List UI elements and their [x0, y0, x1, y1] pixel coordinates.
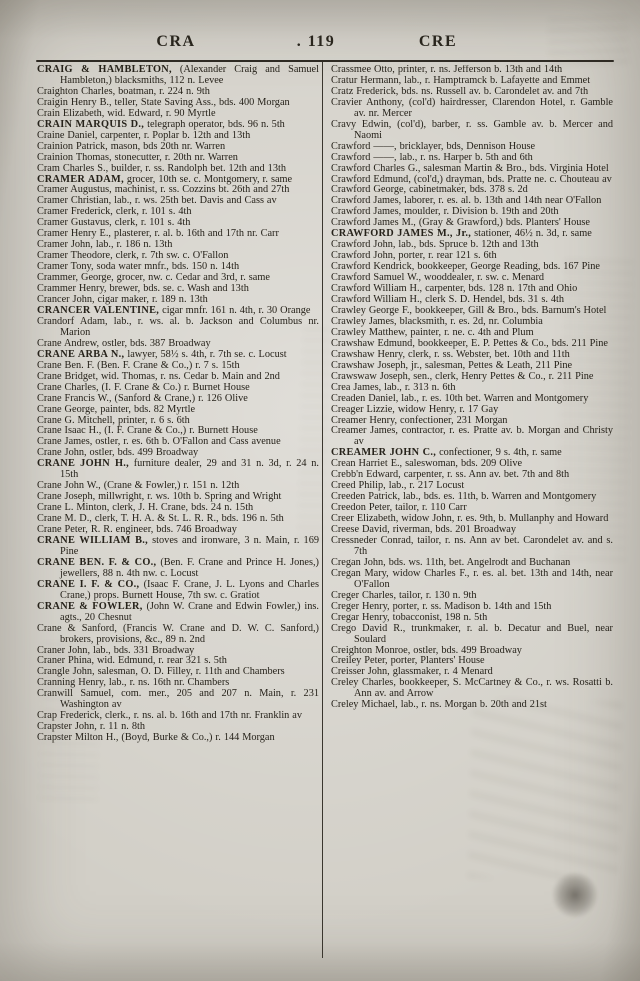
entry-text: Crapster Milton H., (Boyd, Burke & Co.,) r. 144 Morgan — [37, 732, 275, 744]
entry-text: (Isaac F. Crane, J. L. Lyons and Charles Crane,) props. Burnett House, 7th sw. c. Gratiot — [60, 578, 319, 601]
entry-text: Crawford John, porter, r. rear 121 s. 6th — [331, 250, 497, 262]
entry-text: grocer, 10th se. c. Montgomery, r. same — [123, 173, 293, 185]
entry-name-bold: CRANCER VALENTINE, — [37, 304, 160, 316]
entry-text: Crandorf Adam, lab., r. ws. al. b. Jackson and Columbus nr. Marion — [37, 315, 319, 338]
entry-text: Cramer Tony, soda water mnfr., bds. 150 n. 14th — [37, 261, 240, 273]
directory-entry — [37, 459, 319, 481]
entry-text: cigar mnfr. 161 n. 4th, r. 30 Orange — [159, 304, 311, 316]
entry-text: Crawford Samuel W., wooddealer, r. sw. c. Menard — [331, 272, 545, 284]
entry-text: Creager Lizzie, widow Henry, r. 17 Gay — [331, 403, 499, 415]
entry-text: Crane L. Minton, clerk, J. H. Crane, bds. 24 n. 15th — [37, 502, 254, 514]
directory-column-right — [331, 65, 613, 955]
entry-text: Crane Francis W., (Sanford & Crane,) r. 126 Olive — [37, 392, 248, 404]
entry-text: confectioner, 9 s. 4th, r. same — [436, 447, 562, 459]
entry-text: Craigin Henry B., teller, State Saving Ass., bds. 400 Morgan — [37, 96, 290, 108]
directory-entry — [331, 678, 613, 700]
entry-text: Creisser John, glassmaker, r. 4 Menard — [331, 666, 493, 678]
entry-text: Crawford James, moulder, r. Division b. 19th and 20th — [331, 206, 559, 218]
directory-entry — [37, 580, 319, 602]
column-divider — [322, 62, 323, 958]
directory-entry — [331, 120, 613, 142]
entry-name-bold: CRAIN MARQUIS D., — [37, 118, 145, 130]
entry-text: Crean Harriet E., saleswoman, bds. 209 Olive — [331, 458, 523, 470]
entry-name-bold: CRANE ARBA N., — [37, 348, 125, 360]
entry-name-bold: CRANE & FOWLER, — [37, 600, 143, 612]
entry-text: Cregan John, bds. ws. 11th, bet. Angelrodt and Buchanan — [331, 556, 571, 568]
entry-text: Cramer Theodore, clerk, r. 7th sw. c. O'Fallon — [37, 250, 229, 262]
header-section-left: CRA — [156, 33, 196, 50]
entry-text: Craner Phina, wid. Edmund, r. rear 321 s. 5th — [37, 655, 227, 667]
header-section-right: CRE — [418, 33, 458, 50]
entry-text: telegraph operator, bds. 96 n. 5th — [144, 118, 285, 130]
page-header — [0, 33, 640, 55]
entry-text: Crawford James, laborer, r. es. al. b. 13th and 14th near O'Fallon — [331, 195, 602, 207]
entry-text: Cregan Mary, widow Charles F., r. es. al. bet. 13th and 14th, near O'Fallon — [331, 567, 613, 590]
entry-text: Creley Charles, bookkeeper, S. McCartney & Co., r. ws. Rosatti b. Ann av. and Arrow — [331, 677, 613, 700]
entry-text: Cramer Gustavus, clerk, r. 101 s. 4th — [37, 217, 191, 229]
entry-text: Crane James, ostler, r. es. 6th b. O'Fallon and Cass avenue — [37, 436, 281, 448]
entry-text: Crawford ——, lab., r. ns. Harper b. 5th and 6th — [331, 151, 533, 163]
entry-text: stoves and ironware, 3 n. Main, r. 169 Pine — [60, 534, 319, 557]
entry-text: Crawford William H., carpenter, bds. 128 n. 17th and Ohio — [331, 283, 578, 295]
entry-text: Crane M. D., clerk, T. H. A. & St. L. R. R., bds. 196 n. 5th — [37, 513, 284, 525]
entry-text: Creger Henry, porter, r. ss. Madison b. 14th and 15th — [331, 600, 552, 612]
entry-text: (John W. Crane and Edwin Fowler,) ins. agts., 20 Chesnut — [60, 600, 319, 623]
entry-text: Crangle John, salesman, O. D. Filley, r. 11th and Chambers — [37, 666, 285, 678]
entry-text: Cramer Christian, lab., r. ws. 25th bet. Davis and Cass av — [37, 195, 277, 207]
entry-text: Cravier Anthony, (col'd) hairdresser, Clarendon Hotel, r. Gamble av. nr. Mercer — [331, 96, 613, 119]
entry-name-bold: CREAMER JOHN C., — [331, 447, 437, 459]
entry-name-bold: CRANE WILLIAM B., — [37, 534, 149, 546]
entry-text: (Ben. F. Crane and Prince H. Jones,) jewellers, 88 n. 4th nw. c. Locust — [60, 556, 319, 579]
entry-text: Craighton Charles, boatman, r. 224 n. 9th — [37, 85, 210, 97]
entry-text: Crainion Thomas, stonecutter, r. 20th nr. Warren — [37, 151, 238, 163]
entry-text: Crane G. Mitchell, printer, r. 6 s. 6th — [37, 414, 190, 426]
entry-text: Crawswaw Joseph, sen., clerk, Henry Pettes & Co., r. 211 Pine — [331, 370, 594, 382]
entry-text: Creed Philip, lab., r. 217 Locust — [331, 480, 465, 492]
entry-text: Crassmee Otto, printer, r. ns. Jefferson b. 13th and 14th — [331, 65, 563, 75]
directory-entry — [37, 317, 319, 339]
header-rule — [36, 60, 614, 62]
entry-text: Creaden Daniel, lab., r. es. 10th bet. Warren and Montgomery — [331, 392, 589, 404]
entry-text: Crapster John, r. 11 n. 8th — [37, 721, 146, 733]
entry-text: Cranwill Samuel, com. mer., 205 and 207 n. Main, r. 231 Washington av — [37, 688, 319, 711]
directory-entry — [37, 602, 319, 624]
entry-text: Crego David R., trunkmaker, r. al. b. Decatur and Buel, near Soulard — [331, 622, 613, 645]
entry-text: (Alexander Craig and Samuel Hambleton,) blacksmiths, 112 n. Levee — [60, 65, 319, 86]
entry-text: Creighton Monroe, ostler, bds. 499 Broadway — [331, 644, 522, 656]
entry-text: lawyer, 58½ s. 4th, r. 7th se. c. Locust — [124, 348, 287, 360]
entry-text: Crane Ben. F. (Ben. F. Crane & Co.,) r. 7 s. 15th — [37, 359, 240, 371]
entry-text: Creamer Henry, confectioner, 231 Morgan — [331, 414, 508, 426]
entry-text: Creer Elizabeth, widow John, r. es. 9th, b. Mullanphy and Howard — [331, 513, 609, 525]
directory-entry — [37, 558, 319, 580]
directory-entry — [37, 733, 319, 744]
entry-name-bold: CRAWFORD JAMES M., Jr., — [331, 228, 472, 240]
directory-entry — [331, 700, 613, 711]
entry-text: Crawshaw Edmund, bookkeeper, E. P. Pettes & Co., bds. 211 Pine — [331, 337, 608, 349]
entry-text: Crawshaw Henry, clerk, r. ss. Webster, bet. 10th and 11th — [331, 348, 570, 360]
directory-entry — [331, 569, 613, 591]
entry-text: Cramer Frederick, clerk, r. 101 s. 4th — [37, 206, 192, 218]
entry-text: Crebb'n Edward, carpenter, r. ss. Ann av. bet. 7th and 8th — [331, 469, 570, 481]
entry-text: Creley Michael, lab., r. ns. Morgan b. 20th and 21st — [331, 699, 547, 711]
entry-text: Crawford George, cabinetmaker, bds. 378 s. 2d — [331, 184, 528, 196]
entry-text: Crap Frederick, clerk., r. ns. al. b. 16th and 17th nr. Franklin av — [37, 710, 303, 722]
entry-text: Crammer Henry, brewer, bds. se. c. Wash and 13th — [37, 283, 249, 295]
directory-entry — [37, 689, 319, 711]
page-number: . 119 — [296, 33, 336, 50]
entry-text: Creese David, riverman, bds. 201 Broadway — [331, 524, 517, 536]
entry-text: Crawford Kendrick, bookkeeper, George Reading, bds. 167 Pine — [331, 261, 600, 273]
entry-text: Crawley George F., bookkeeper, Gill & Bro., bds. Barnum's Hotel — [331, 304, 607, 316]
entry-text: Crane Joseph, millwright, r. ws. 10th b. Spring and Wright — [37, 491, 282, 503]
entry-text: Cranning Henry, lab., r. ns. 16th nr. Chambers — [37, 677, 230, 689]
directory-entry — [37, 624, 319, 646]
entry-name-bold: CRANE JOHN H., — [37, 458, 130, 470]
entry-text: Crane Isaac H., (I. F. Crane & Co.,) r. Burnett House — [37, 425, 258, 437]
entry-name-bold: CRANE I. F. & CO., — [37, 578, 140, 590]
entry-text: Craner John, lab., bds. 331 Broadway — [37, 644, 195, 656]
entry-text: Cram Charles S., builder, r. ss. Randolph bet. 12th and 13th — [37, 162, 286, 174]
entry-text: Cregar Henry, tobacconist, 198 n. 5th — [331, 611, 488, 623]
entry-name-bold: CRAIG & HAMBLETON, — [37, 65, 172, 75]
entry-text: Crane Bridget, wid. Thomas, r. ns. Cedar b. Main and 2nd — [37, 370, 280, 382]
directory-entry — [331, 624, 613, 646]
directory-entry — [331, 98, 613, 120]
entry-text: Crawshaw Joseph, jr., salesman, Pettes & Leath, 211 Pine — [331, 359, 573, 371]
entry-text: Crawford Charles G., salesman Martin & Bro., bds. Virginia Hotel — [331, 162, 609, 174]
entry-text: Crane George, painter, bds. 82 Myrtle — [37, 403, 196, 415]
entry-text: Creamer James, contractor, r. es. Pratte av. b. Morgan and Christy av — [331, 425, 613, 448]
entry-text: Cratz Frederick, bds. ns. Russell av. b. Carondelet av. and 7th — [331, 85, 589, 97]
entry-text: Crawford John, lab., bds. Spruce b. 12th and 13th — [331, 239, 539, 251]
entry-text: stationer, 46½ n. 3d, r. same — [471, 228, 592, 240]
entry-text: Crea James, lab., r. 313 n. 6th — [331, 381, 456, 393]
entry-text: Creiley Peter, porter, Planters' House — [331, 655, 485, 667]
entry-name-bold: CRANE BEN. F. & CO., — [37, 556, 157, 568]
directory-entry — [331, 536, 613, 558]
entry-text: Crawford ——, bricklayer, bds, Dennison House — [331, 140, 536, 152]
entry-text: Crane Charles, (I. F. Crane & Co.) r. Burnet House — [37, 381, 250, 393]
entry-text: Craine Daniel, carpenter, r. Poplar b. 12th and 13th — [37, 129, 251, 141]
entry-text: Cravy Edwin, (col'd), barber, r. ss. Gamble av. b. Mercer and Naomi — [331, 118, 613, 141]
entry-text: Creger Charles, tailor, r. 130 n. 9th — [331, 589, 477, 601]
entry-text: Crane Andrew, ostler, bds. 387 Broadway — [37, 337, 211, 349]
entry-text: Cramer John, lab., r. 186 n. 13th — [37, 239, 173, 251]
entry-text: Crane Peter, R. R. engineer, bds. 746 Broadway — [37, 524, 237, 536]
entry-text: Creeden Patrick, lab., bds. es. 11th, b. Warren and Montgomery — [331, 491, 597, 503]
entry-text: Crane John, ostler, bds. 499 Broadway — [37, 447, 199, 459]
entry-text: Creedon Peter, tailor, r. 110 Carr — [331, 502, 467, 514]
directory-entry — [331, 426, 613, 448]
entry-text: Crawford Edmund, (col'd,) drayman, bds. Pratte ne. c. Chouteau av — [331, 173, 612, 185]
directory-entry — [37, 65, 319, 87]
entry-text: Crawford William H., clerk S. D. Hendel, bds. 31 s. 4th — [331, 294, 565, 306]
entry-text: furniture dealer, 29 and 31 n. 3d, r. 24 n. 15th — [60, 458, 319, 481]
entry-text: Cressneder Conrad, tailor, r. ns. Ann av bet. Carondelet av. and s. 7th — [331, 534, 613, 557]
entry-text: Crainion Patrick, mason, bds 20th nr. Warren — [37, 140, 226, 152]
directory-entry — [37, 536, 319, 558]
entry-text: Cratur Hermann, lab., r. Hamptramck b. Lafayette and Emmet — [331, 74, 591, 86]
entry-text: Crawford James M., (Gray & Grawford,) bds. Planters' House — [331, 217, 590, 229]
entry-text: Crammer, George, grocer, nw. c. Cedar and 3rd, r. same — [37, 272, 270, 284]
entry-text: Crane & Sanford, (Francis W. Crane and D. W. C. Sanford,) brokers, provisions, &c., 89 n. 2nd — [37, 622, 319, 645]
entry-name-bold: CRAMER ADAM, — [37, 173, 124, 185]
entry-text: Crancer John, cigar maker, r. 189 n. 13th — [37, 294, 208, 306]
entry-text: Crawley Matthew, painter, r. ne. c. 4th and Plum — [331, 326, 534, 338]
entry-text: Crain Elizabeth, wid. Edward, r. 90 Myrtle — [37, 107, 216, 119]
entry-text: Cramer Augustus, machinist, r. ss. Cozzins bt. 26th and 27th — [37, 184, 290, 196]
directory-column-left — [37, 65, 319, 955]
entry-text: Cramer Henry E., plasterer, r. al. b. 16th and 17th nr. Carr — [37, 228, 279, 240]
entry-text: Crane John W., (Crane & Fowler,) r. 151 n. 12th — [37, 480, 240, 492]
entry-text: Crawley James, blacksmith, r. es. 2d, nr. Columbia — [331, 315, 543, 327]
